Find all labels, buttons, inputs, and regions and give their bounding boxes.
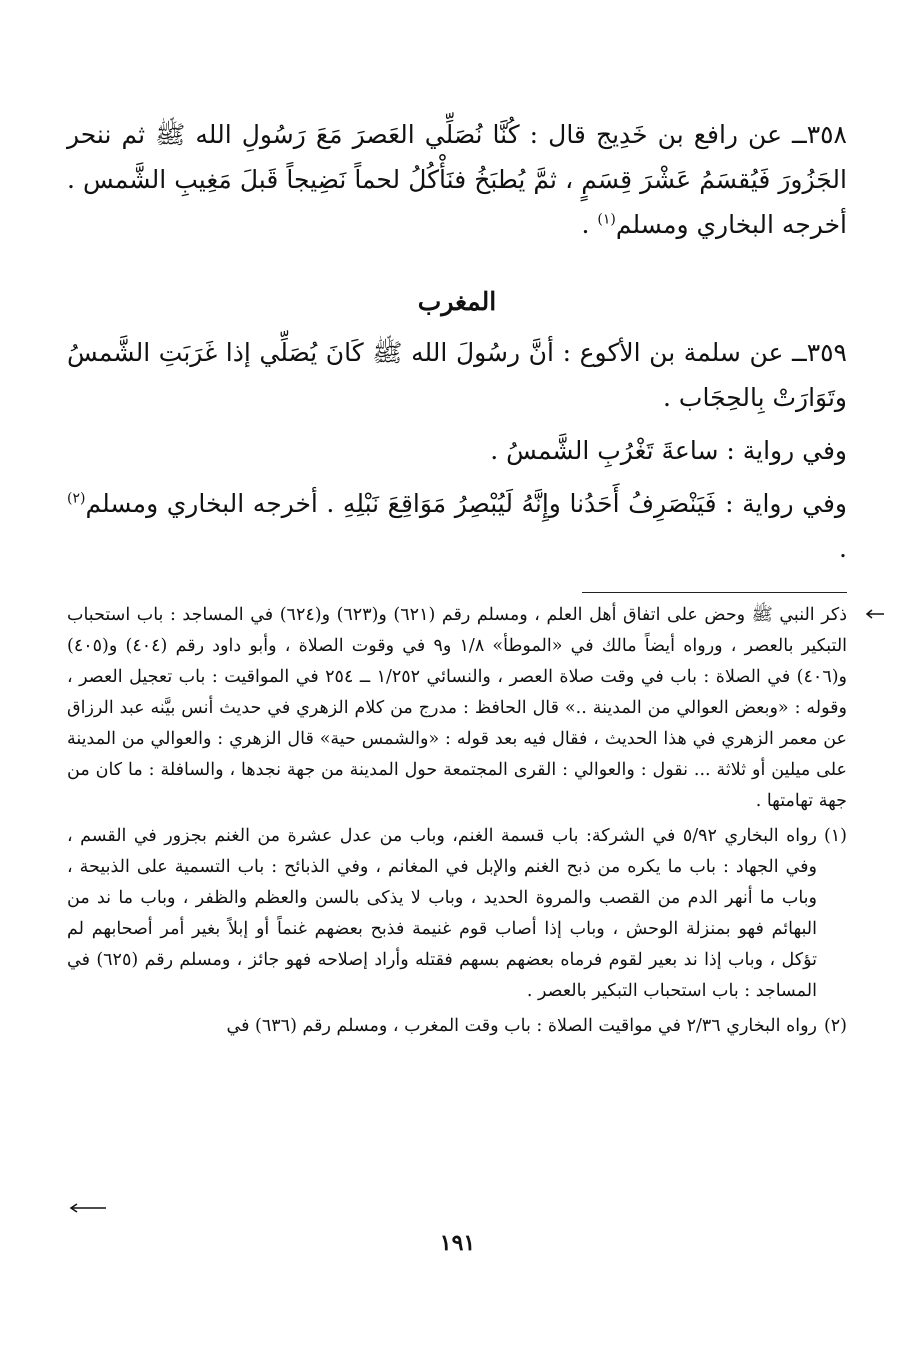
footnote-ref-2: (٢) <box>67 490 86 507</box>
footnote-continuation-text: ذكر النبي ﷺ وحض على اتفاق أهل العلم ، ومسلم رقم (٦٢١) و(٦٢٣) و(٦٢٤) في المساجد : باب استحباب التبكير بالعصر ، ورواه أيضاً مالك في «الموطأ» ١/٨ و٩ في وقوت الصلاة ، وأبو داود رقم (٤٠٤) و(٤٠٥) و(٤٠٦) في الصلاة : باب في وقت صلاة العصر ، والنسائي ١/٢٥٢ ــ ٢٥٤ في المواقيت : باب تعجيل العصر ، وقوله : «وبعض العوالي من المدينة ..» قال الحافظ : مدرج من كلام الزهري في حديث أنس بيَّنه عبد الرزاق عن معمر الزهري في هذا الحديث ، فقال فيه بعد قوله : «والشمس حية» قال الزهري : والعوالي من المدينة على ميلين أو ثلاثة ... نقول : والعوالي : القرى المجتمعة حول المدينة من جهة نجدها ، والسافلة : ما كان من جهة تهامتها . <box>67 605 848 811</box>
riwaya-2 <box>67 481 847 571</box>
footnote-ref-1: (١) <box>597 211 616 228</box>
section-heading: المغرب <box>417 287 497 316</box>
arrow-left-icon <box>68 1198 108 1208</box>
arrow-left-icon <box>863 600 885 631</box>
riwaya-2-text: وفي رواية : فَيَنْصَرِفُ أَحَدُنا وإِنَّهُ لَيُبْصِرُ مَوَاقِعَ نَبْلِهِ . أخرجه البخاري ومسلم <box>85 489 847 518</box>
footnote-1-marker: (١) <box>823 826 847 846</box>
footnotes <box>67 600 847 1042</box>
hadith-358 <box>67 112 847 262</box>
hadith-358-end: . <box>581 210 598 239</box>
footnote-1-text: رواه البخاري ٥/٩٢ في الشركة: باب قسمة الغنم، وباب من عدل عشرة من الغنم بجزور في القسم ، وفي الجهاد : باب ما يكره من ذبح الغنم والإبل في المغانم ، وفي الذبائح : باب التسمية على الذبيحة ، وباب ما أنهر الدم من القصب والمروة الحديد ، وباب لا يذكى بالسن والعظم والظفر ، وباب ما ند من البهائم فهو بمنزلة الوحش ، وباب إذا أصاب قوم غنيمة فذبح بعضهم غنماً أو إبلاً بغير أمر أصحابهم لم تؤكل ، وباب إذا ند بعير لقوم فرماه بعضهم بسهم فقتله وأراد إصلاحه فهو جائز ، ومسلم رقم (٦٢٥) في المساجد : باب استحباب التبكير بالعصر . <box>67 826 818 1001</box>
main-text <box>67 112 847 571</box>
footnote-1 <box>67 821 847 1007</box>
riwaya-2-end: . <box>839 534 847 563</box>
footnote-2 <box>67 1011 847 1042</box>
footnote-2-marker: (٢) <box>823 1016 847 1036</box>
page-number: ١٩١ <box>439 1230 476 1256</box>
footnote-2-text: رواه البخاري ٢/٣٦ في مواقيت الصلاة : باب وقت المغرب ، ومسلم رقم (٦٣٦) في <box>226 1016 817 1036</box>
hadith-359: ٣٥٩ــ عن سلمة بن الأكوع : أنَّ رسُولَ الله ﷺ كَانَ يُصَلِّي إذا غَرَبَتِ الشَّمسُ وتَوَارَتْ بِالحِجَاب . <box>67 338 847 412</box>
footnote-separator <box>582 592 847 593</box>
riwaya-1: وفي رواية : ساعةَ تَغْرُبِ الشَّمسُ . <box>490 436 847 465</box>
hadith-358-text: ٣٥٨ــ عن رافع بن خَدِيج قال : كُنَّا نُصَلِّي العَصرَ مَعَ رَسُولِ الله ﷺ ثم ننحر الجَزُورَ فَيُقسَمُ عَشْرَ قِسَمٍ ، ثمَّ يُطبَخُ فنَأْكُلُ لحماً نَضِيجاً قَبلَ مَغِيبِ الشَّمس . أخرجه البخاري ومسلم <box>67 120 847 239</box>
footnote-continuation <box>67 600 847 817</box>
